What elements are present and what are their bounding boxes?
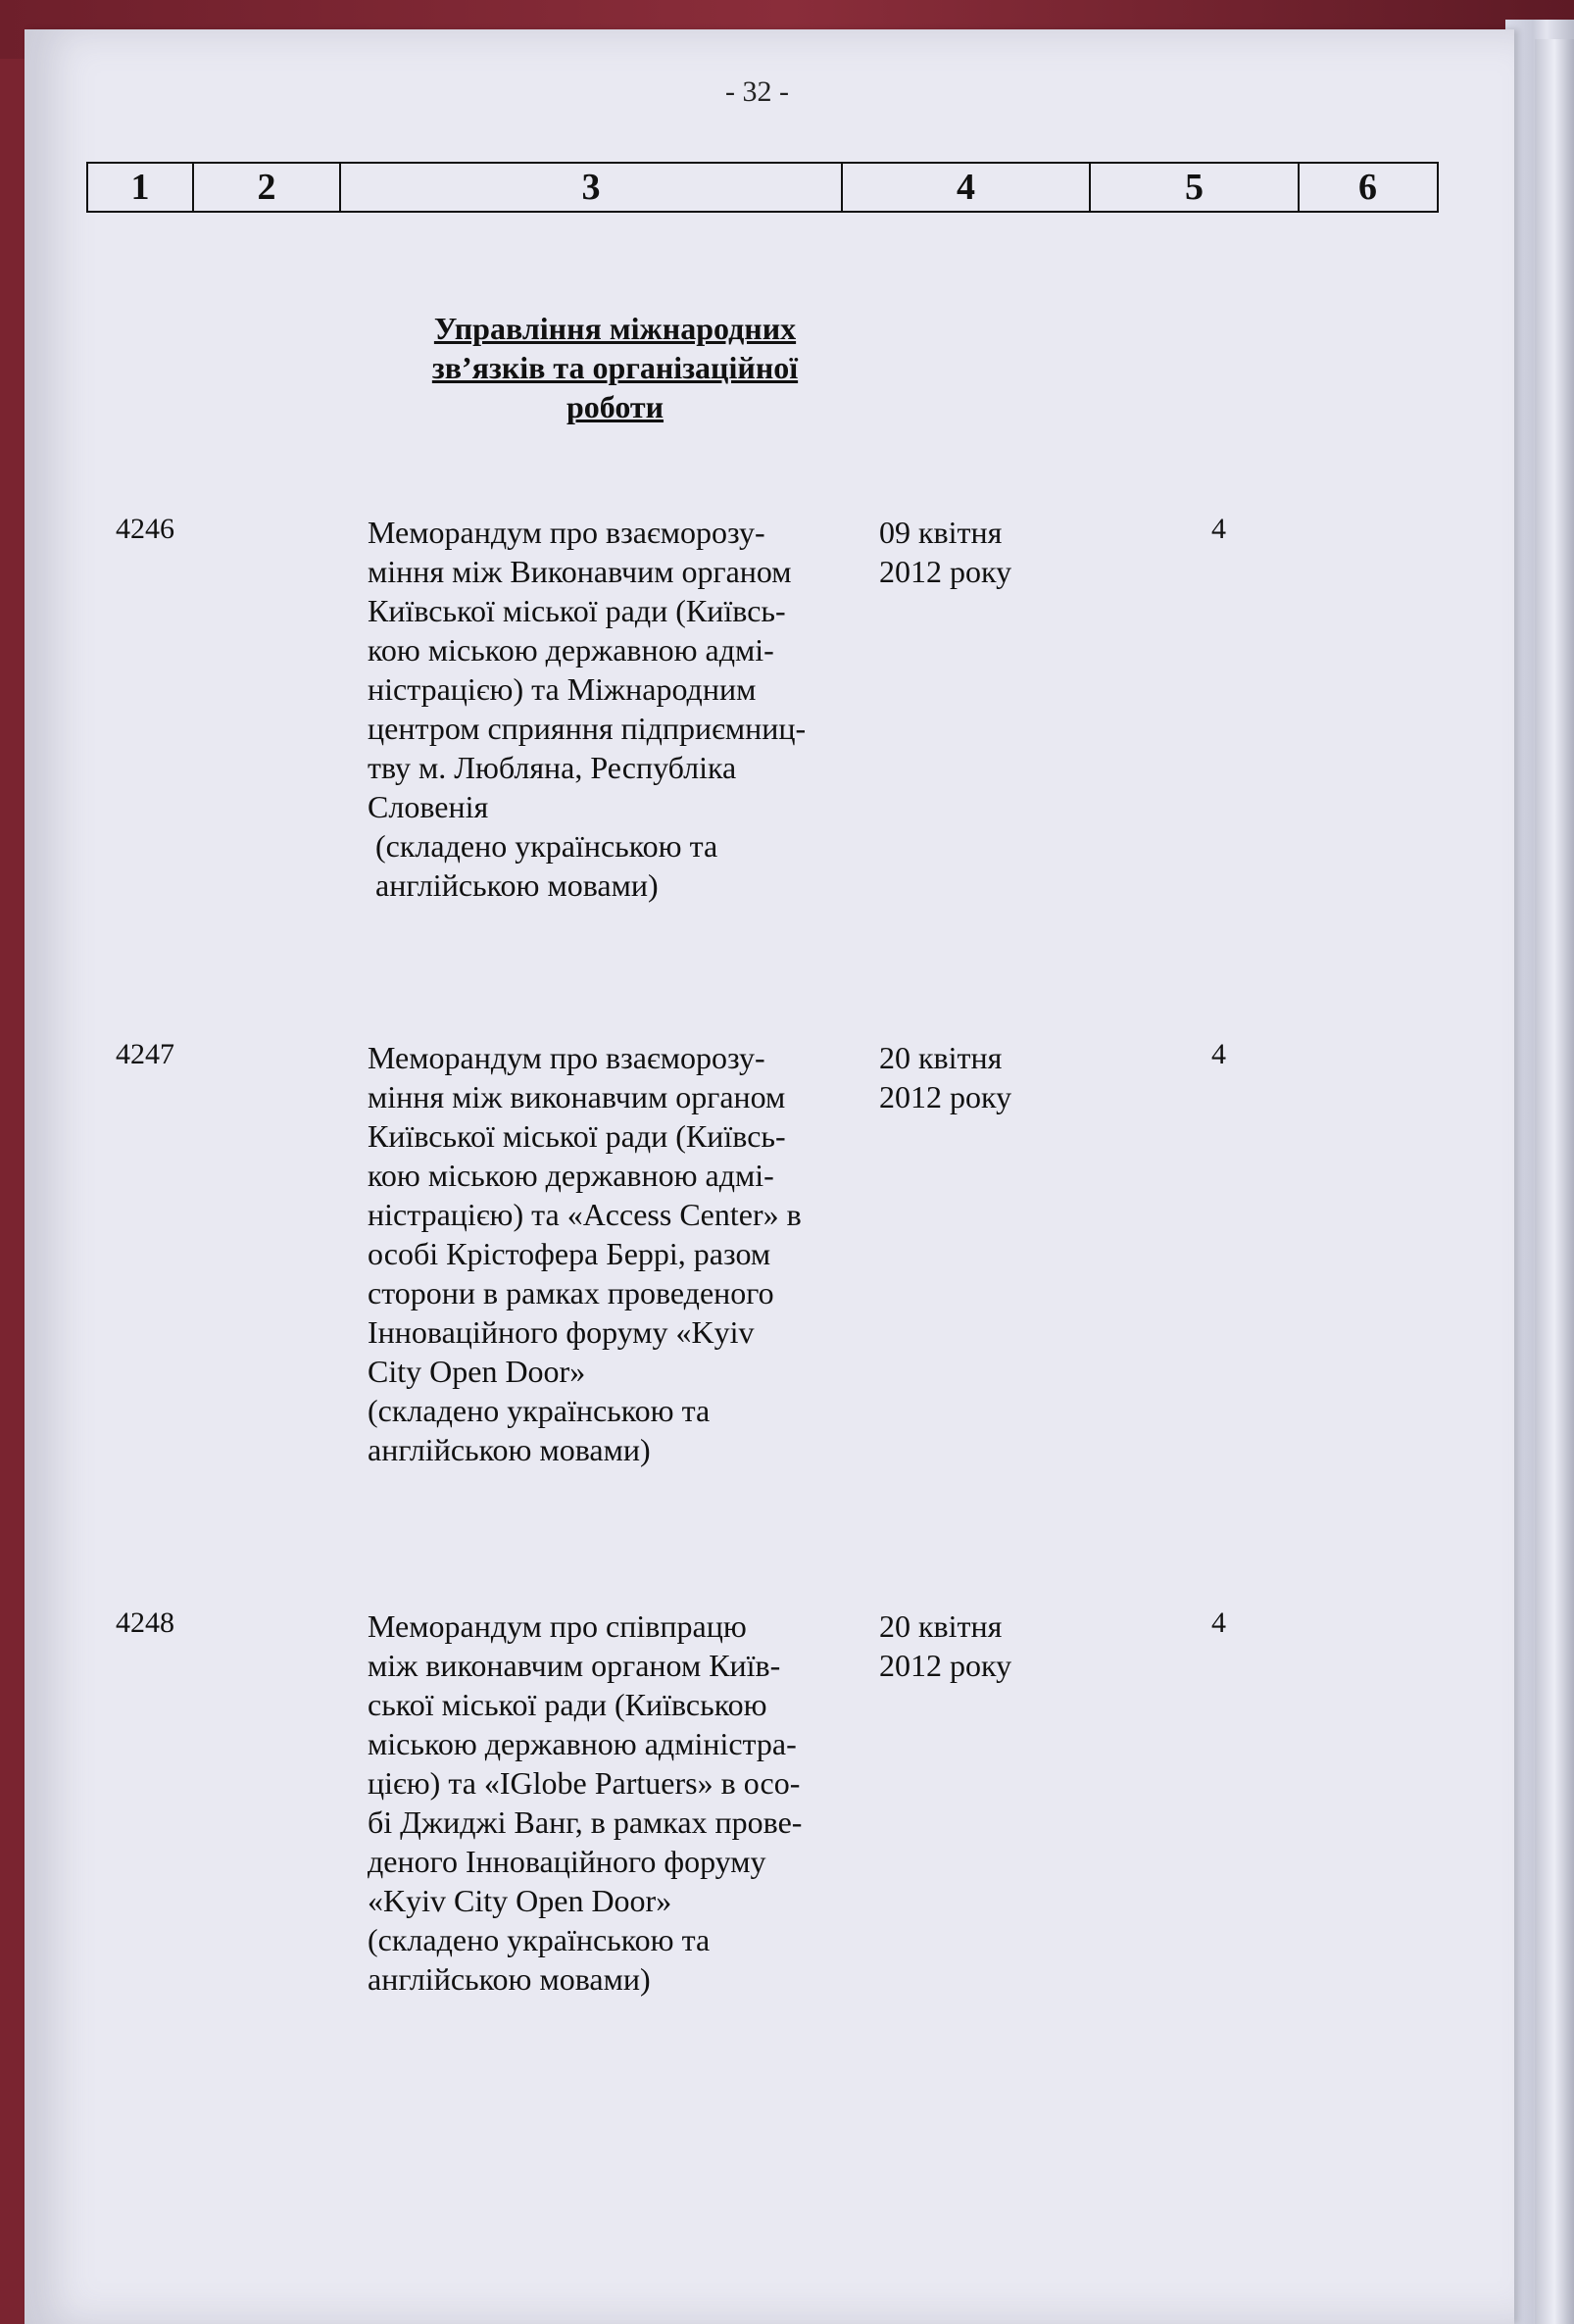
description-line: міння між Виконавчим органом — [368, 554, 792, 589]
description-line: «Kyiv City Open Door» — [368, 1883, 672, 1918]
description-line: Київської міської ради (Київсь- — [368, 593, 786, 628]
date-line: 2012 року — [879, 1648, 1012, 1683]
description-line: Інноваційного форуму «Kyiv — [368, 1314, 755, 1350]
row-number: 4246 — [116, 513, 174, 545]
description-line: бі Джиджі Ванг, в рамках прове- — [368, 1805, 803, 1840]
description-line: цією) та «IGlobe Partuers» в осо- — [368, 1765, 801, 1801]
column-header-4: 4 — [843, 164, 1091, 211]
column-header-3: 3 — [341, 164, 843, 211]
row-description — [368, 513, 877, 905]
column-header-1: 1 — [88, 164, 194, 211]
description-line: кою міською державною адмі- — [368, 632, 774, 668]
row-description — [368, 1607, 877, 1999]
date-line: 20 квітня — [879, 1040, 1003, 1075]
description-line: Словенія — [368, 789, 489, 824]
description-line: (складено українською та — [368, 1393, 711, 1428]
date-line: 2012 року — [879, 554, 1012, 589]
description-line: Меморандум про взаєморозу- — [368, 1040, 765, 1075]
description-line: центром сприяння підприємниц- — [368, 711, 807, 746]
row-date — [879, 1038, 1075, 1116]
description-line: міння між виконавчим органом — [368, 1079, 786, 1114]
page-number: - 32 - — [725, 75, 789, 108]
section-title-line: зв’язків та організаційної — [431, 350, 799, 385]
section-title-line: Управління міжнародних — [433, 311, 797, 346]
row-number: 4248 — [116, 1607, 174, 1639]
description-line: ської міської ради (Київською — [368, 1687, 767, 1722]
row-date — [879, 513, 1075, 591]
description-line: (складено українською та — [368, 1922, 711, 1957]
row-number: 4247 — [116, 1038, 174, 1070]
description-line: деного Інноваційного форуму — [368, 1844, 766, 1879]
date-line: 2012 року — [879, 1079, 1012, 1114]
date-line: 20 квітня — [879, 1608, 1003, 1644]
description-line: City Open Door» — [368, 1354, 586, 1389]
row-quantity: 4 — [1211, 1607, 1226, 1639]
description-line: Меморандум про співпрацю — [368, 1608, 747, 1644]
description-line: англійською мовами) — [368, 1432, 651, 1467]
column-header-6: 6 — [1358, 167, 1377, 208]
bleed-through-text — [377, 260, 385, 299]
row-description — [368, 1038, 877, 1469]
date-line: 09 квітня — [879, 515, 1003, 550]
description-line: міською державною адміністра- — [368, 1726, 797, 1761]
description-line: ністрацією) та Міжнародним — [368, 671, 757, 707]
description-line: тву м. Любляна, Республіка — [368, 750, 737, 785]
section-title-line: роботи — [566, 389, 664, 424]
row-date — [879, 1607, 1075, 1685]
description-line: між виконавчим органом Київ- — [368, 1648, 781, 1683]
description-line: кою міською державною адмі- — [368, 1158, 774, 1193]
section-title — [372, 309, 858, 426]
description-line: особі Крістофера Беррі, разом — [368, 1236, 771, 1271]
column-header-2: 2 — [194, 164, 341, 211]
description-line: англійською мовами) — [368, 1961, 651, 1997]
description-line: Київської міської ради (Київсь- — [368, 1118, 786, 1154]
description-line: (складено українською та — [368, 828, 718, 864]
description-line: сторони в рамках проведеного — [368, 1275, 774, 1310]
description-line: Меморандум про взаєморозу- — [368, 515, 765, 550]
description-line: англійською мовами) — [368, 867, 659, 903]
column-header-5: 5 — [1091, 164, 1300, 211]
row-quantity: 4 — [1211, 1038, 1226, 1070]
column-header-row — [86, 162, 1439, 213]
description-line: ністрацією) та «Access Center» в — [368, 1197, 802, 1232]
stacked-pages-edge-inner — [1535, 39, 1574, 2324]
row-quantity: 4 — [1211, 513, 1226, 545]
